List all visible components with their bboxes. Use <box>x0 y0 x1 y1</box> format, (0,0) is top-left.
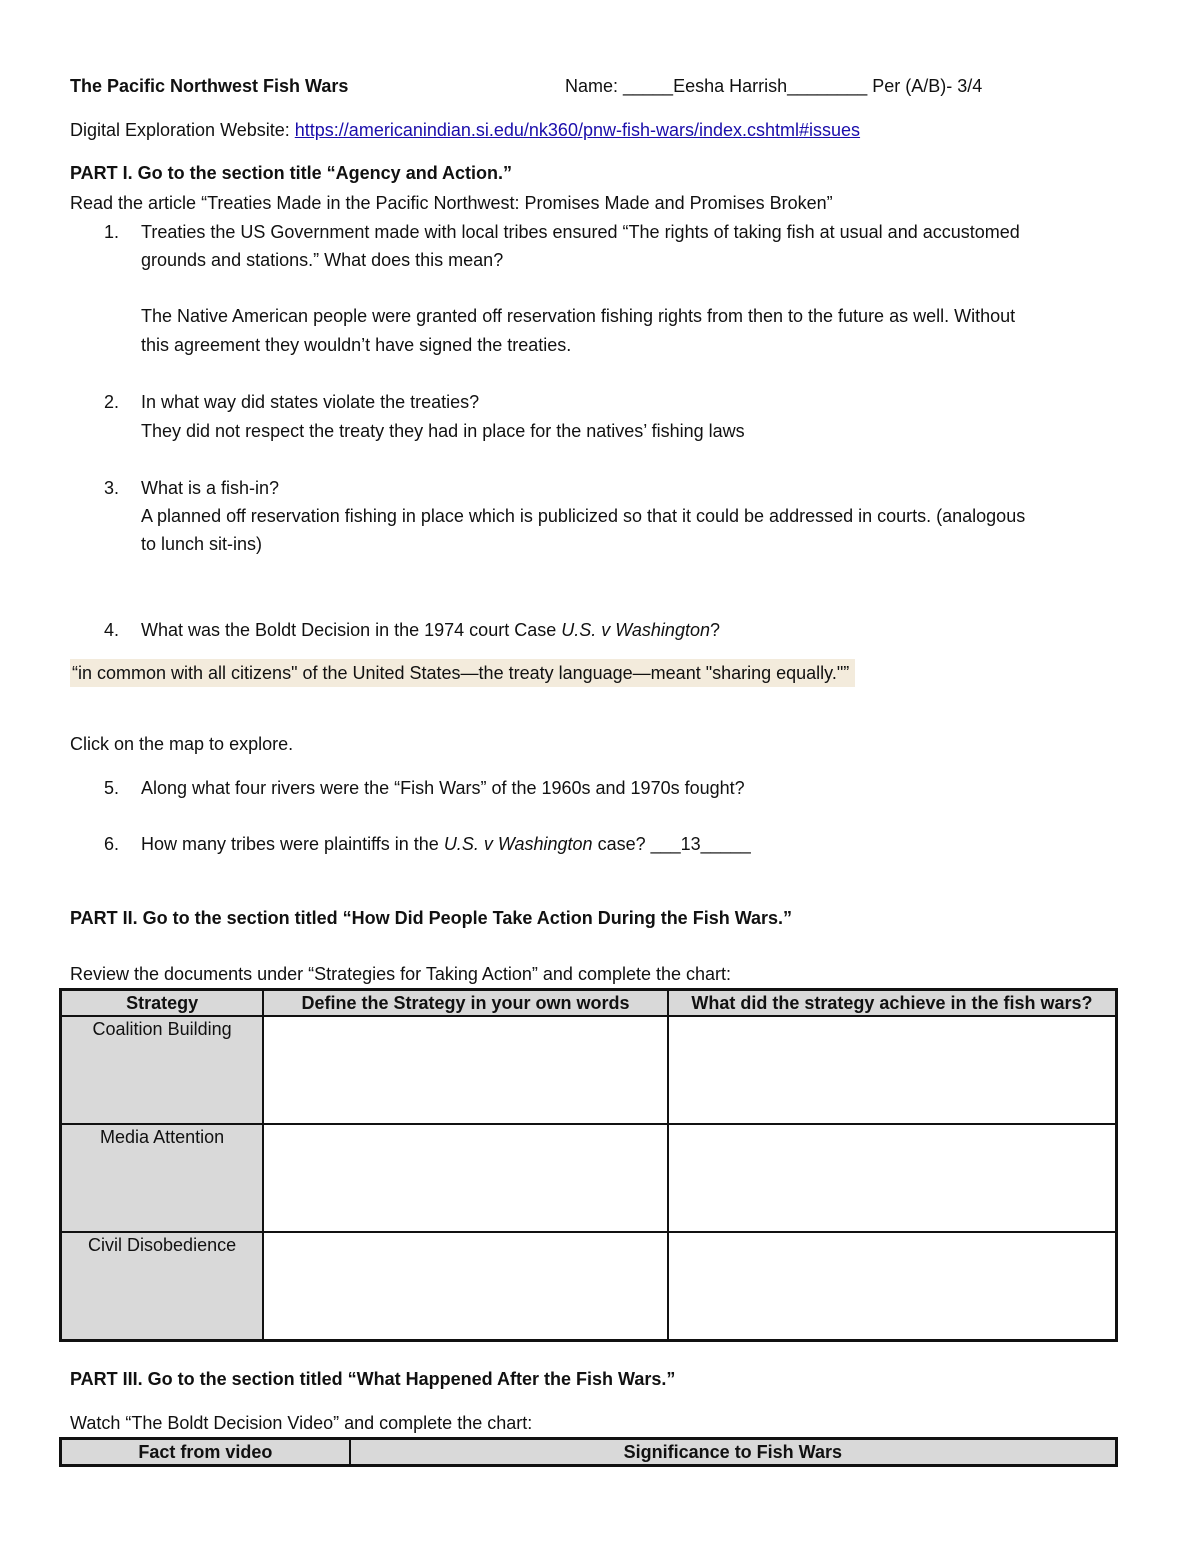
q4-number: 4. <box>104 620 120 640</box>
row-label-coalition: Coalition Building <box>61 1016 264 1124</box>
q5-number: 5. <box>104 778 120 798</box>
a2-text: They did not respect the treaty they had in place for the natives’ fishing laws <box>141 421 745 441</box>
define-cell-coalition[interactable] <box>263 1016 668 1124</box>
q3-text: What is a fish-in? <box>141 478 280 498</box>
q6-text <box>141 833 751 855</box>
col-achieve: What did the strategy achieve in the fish wars? <box>668 990 1117 1017</box>
col-define: Define the Strategy in your own words <box>263 990 668 1017</box>
part2-heading: PART II. Go to the section titled “How Did People Take Action During the Fish Wars.” <box>70 908 793 928</box>
q6-case-name: U.S. v Washington <box>443 834 593 854</box>
a4-answer <box>70 662 855 684</box>
part3-intro: Watch “The Boldt Decision Video” and complete the chart: <box>70 1413 533 1433</box>
q6-text-a: How many tribes were plaintiffs in the <box>141 834 444 854</box>
part3-heading: PART III. Go to the section titled “What Happened After the Fish Wars.” <box>70 1369 676 1389</box>
a4-highlight: “in common with all citizens" of the United States—the treaty language—meant "sharing equally."” <box>70 659 855 687</box>
q4-case-name: U.S. v Washington <box>561 620 710 640</box>
achieve-cell-media[interactable] <box>668 1124 1117 1232</box>
row-label-civil: Civil Disobedience <box>61 1232 264 1341</box>
q1-line2: grounds and stations.” What does this mean? <box>141 250 504 270</box>
achieve-cell-civil[interactable] <box>668 1232 1117 1341</box>
name-period-line: Name: _____Eesha Harrish________ Per (A/B)- 3/4 <box>565 76 983 96</box>
video-chart <box>59 1437 1118 1467</box>
a1-line1: The Native American people were granted off reservation fishing rights from then to the future as well. Without <box>141 306 1016 326</box>
col-strategy: Strategy <box>61 990 264 1017</box>
table-row <box>61 1124 1117 1232</box>
part1-heading: PART I. Go to the section title “Agency and Action.” <box>70 163 513 183</box>
define-cell-civil[interactable] <box>263 1232 668 1341</box>
q5-text: Along what four rivers were the “Fish Wars” of the 1960s and 1970s fought? <box>141 778 745 798</box>
a3-line1: A planned off reservation fishing in place which is publicized so that it could be addressed in courts. (analogous <box>141 506 1026 526</box>
q2-number: 2. <box>104 392 120 412</box>
define-cell-media[interactable] <box>263 1124 668 1232</box>
table-row <box>61 1016 1117 1124</box>
col-significance: Significance to Fish Wars <box>350 1439 1117 1466</box>
q2-text: In what way did states violate the treaties? <box>141 392 480 412</box>
q6-number: 6. <box>104 834 120 854</box>
achieve-cell-coalition[interactable] <box>668 1016 1117 1124</box>
strategy-chart-header <box>61 990 1117 1017</box>
website-link[interactable]: https://americanindian.si.edu/nk360/pnw-fish-wars/index.cshtml#issues <box>294 120 861 140</box>
q1-line1: Treaties the US Government made with local tribes ensured “The rights of taking fish at usual and accustomed <box>141 222 1020 242</box>
q3-number: 3. <box>104 478 120 498</box>
a3-line2: to lunch sit-ins) <box>141 534 263 554</box>
part1-intro: Read the article “Treaties Made in the Pacific Northwest: Promises Made and Promises Broken” <box>70 193 833 213</box>
website-line <box>70 119 860 141</box>
worksheet-title: The Pacific Northwest Fish Wars <box>70 76 349 96</box>
q6-text-b: case? ___13_____ <box>592 834 751 854</box>
map-prompt: Click on the map to explore. <box>70 734 294 754</box>
q4-text-a: What was the Boldt Decision in the 1974 court Case <box>141 620 562 640</box>
video-chart-header <box>61 1439 1117 1466</box>
a1-line2: this agreement they wouldn’t have signed the treaties. <box>141 335 572 355</box>
q4-text <box>141 619 720 641</box>
q4-text-b: ? <box>709 620 720 640</box>
row-label-media: Media Attention <box>61 1124 264 1232</box>
table-row <box>61 1232 1117 1341</box>
q1-number: 1. <box>104 222 120 242</box>
col-fact: Fact from video <box>61 1439 350 1466</box>
website-label: Digital Exploration Website: <box>70 120 295 140</box>
strategy-chart <box>59 988 1118 1342</box>
part2-intro: Review the documents under “Strategies for Taking Action” and complete the chart: <box>70 964 732 984</box>
